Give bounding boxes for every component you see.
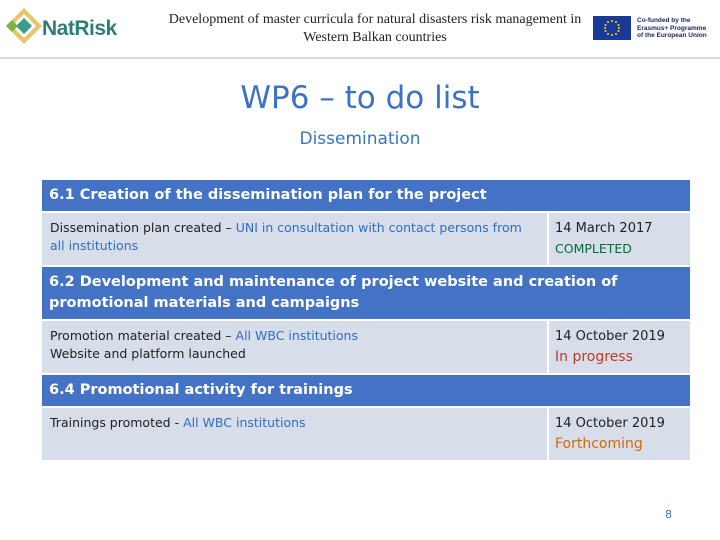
- header-divider: [0, 57, 720, 59]
- natrisk-logo-icon: [4, 6, 44, 46]
- status-completed: COMPLETED: [555, 241, 632, 256]
- task-description: [42, 408, 549, 460]
- section-heading-6-4: 6.4 Promotional activity for trainings: [42, 375, 690, 408]
- task-status-cell: [549, 213, 690, 265]
- task-text-line-2: Website and platform launched: [50, 346, 246, 361]
- eu-text-line-2: Erasmus+ Programme: [637, 24, 707, 32]
- task-date: 14 October 2019: [555, 416, 665, 431]
- natrisk-logo: [4, 6, 117, 48]
- eu-flag-icon: [593, 16, 631, 40]
- task-date: 14 March 2017: [555, 221, 653, 236]
- header-title: [160, 11, 590, 47]
- eu-cofunded-text: [637, 17, 715, 40]
- slide-subtitle: Dissemination: [299, 129, 421, 149]
- task-row: [42, 408, 690, 462]
- task-description: [42, 213, 549, 265]
- section-heading-6-1: 6.1 Creation of the dissemination plan for the project: [42, 180, 690, 213]
- eu-text-line-1: Co-funded by the: [637, 17, 691, 24]
- task-description: [42, 321, 549, 373]
- task-responsible: All WBC institutions: [235, 328, 358, 343]
- task-row: [42, 213, 690, 267]
- eu-cofunded-logo: [593, 16, 715, 40]
- eu-text-line-3: of the European Union: [637, 32, 707, 39]
- task-status-cell: [549, 408, 690, 460]
- task-text: Promotion material created –: [50, 328, 236, 343]
- section-heading-6-2: 6.2 Development and maintenance of project website and creation of promotional materials and campaigns: [42, 267, 690, 321]
- task-responsible: All WBC institutions: [183, 415, 306, 430]
- header-title-line-1: Development of master curricula for natural disasters risk management in: [168, 12, 582, 27]
- task-row: [42, 321, 690, 375]
- status-forthcoming: Forthcoming: [555, 436, 643, 452]
- header-title-line-2: Western Balkan countries: [303, 30, 447, 45]
- slide-title: WP6 – to do list: [240, 80, 480, 116]
- status-in-progress: In progress: [555, 349, 633, 365]
- slide-header: [0, 0, 720, 58]
- task-responsible: UNI in consultation with contact persons from all institutions: [50, 220, 522, 253]
- task-text: Trainings promoted -: [50, 415, 184, 430]
- task-status-cell: [549, 321, 690, 373]
- task-date: 14 October 2019: [555, 329, 665, 344]
- task-table: [42, 180, 690, 462]
- task-text: Dissemination plan created –: [50, 220, 236, 235]
- page-number: 8: [665, 508, 672, 521]
- logo-text: NatRisk: [42, 17, 117, 40]
